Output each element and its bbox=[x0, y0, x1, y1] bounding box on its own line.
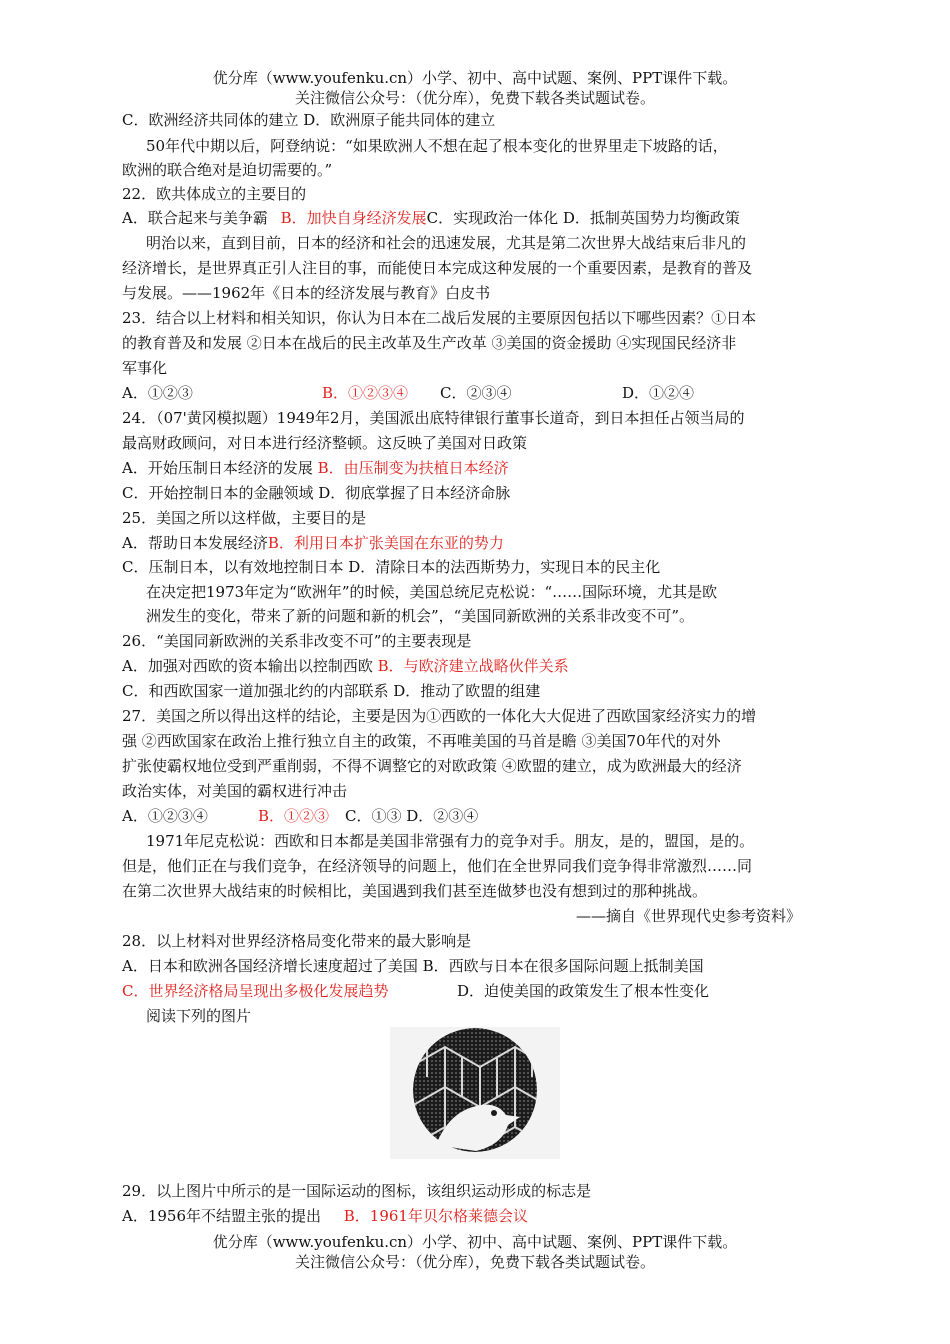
q27-option-cd: C．①③ D．②③④ bbox=[345, 807, 479, 825]
q26-option-a: A．加强对西欧的资本输出以控制西欧 bbox=[122, 657, 378, 675]
q27-stem-line-3: 扩张使霸权地位受到严重削弱，不得不调整它的对欧政策 ④欧盟的建立，成为欧洲最大的经济 bbox=[122, 757, 742, 775]
q23-option-a: A．①②③ bbox=[122, 384, 193, 402]
q24-stem-line-2: 最高财政顾问，对日本进行经济整顿。这反映了美国对日政策 bbox=[122, 434, 528, 452]
q27-stem-line-2: 强 ②西欧国家在政治上推行独立自主的政策，不再唯美国的马首是瞻 ③美国70年代的对外 bbox=[122, 732, 721, 750]
material-nixon1971-source: ——摘自《世界现代史参考资料》 bbox=[576, 907, 802, 925]
emblem-svg bbox=[390, 1027, 560, 1159]
q26-option-cd: C．和西欧国家一道加强北约的内部联系 D．推动了欧盟的组建 bbox=[122, 682, 541, 700]
q23-option-c: C．②③④ bbox=[440, 384, 512, 402]
footer-line-2: 关注微信公众号：（优分库），免费下载各类试题试卷。 bbox=[294, 1253, 655, 1271]
q29-option-b-answer: B．1961年贝尔格莱德会议 bbox=[343, 1207, 528, 1225]
q28-option-ab: A．日本和欧洲各国经济增长速度超过了美国 B．西欧与日本在很多国际问题上抵制美国 bbox=[122, 957, 704, 975]
q23-option-d: D．①②④ bbox=[622, 384, 695, 402]
material-nixon1971-line-3: 在第二次世界大战结束的时候相比，美国遇到我们甚至连做梦也没有想到过的那种挑战。 bbox=[122, 882, 708, 900]
read-figure-instruction: 阅读下列的图片 bbox=[146, 1007, 252, 1025]
q29-stem: 29．以上图片中所示的是一国际运动的图标，该组织运动形成的标志是 bbox=[122, 1182, 592, 1200]
q29-option-a: A．1956年不结盟主张的提出 bbox=[122, 1207, 326, 1225]
q27-stem-line-4: 政治实体，对美国的霸权进行冲击 bbox=[122, 782, 348, 800]
q25-options-ab bbox=[122, 533, 504, 553]
q23-option-b-answer: B．①②③④ bbox=[322, 384, 409, 402]
q28-option-c-answer: C．世界经济格局呈现出多极化发展趋势 bbox=[122, 982, 389, 1000]
footer-line-1: 优分库（www.youfenku.cn）小学、初中、高中试题、案例、PPT课件下载。 bbox=[212, 1233, 738, 1251]
non-aligned-movement-emblem bbox=[390, 1027, 560, 1159]
q22-option-a: A．联合起来与美争霸 bbox=[122, 209, 273, 227]
material-adenauer-line-1: 50年代中期以后，阿登纳说：“如果欧洲人不想在起了根本变化的世界里走下坡路的话， bbox=[146, 137, 728, 155]
q25-option-a: A．帮助日本发展经济 bbox=[122, 534, 268, 552]
q22-option-b-answer: B．加快自身经济发展 bbox=[280, 209, 427, 227]
q29-options bbox=[122, 1206, 528, 1226]
q28-stem: 28．以上材料对世界经济格局变化带来的最大影响是 bbox=[122, 932, 472, 950]
q22-options bbox=[122, 208, 740, 228]
material-nixon1971-line-2: 但是，他们正在与我们竞争，在经济领导的问题上，他们在全世界同我们竞争得非常激烈……同 bbox=[122, 857, 753, 875]
q27-option-a: A．①②③④ bbox=[122, 807, 208, 825]
q23-stem-line-1: 23．结合以上材料和相关知识，你认为日本在二战后发展的主要原因包括以下哪些因素？①日本 bbox=[122, 309, 757, 327]
material-japan-line-2: 经济增长，是世界真正引人注目的事，而能使日本完成这种发展的一个重要因素，是教育的普及 bbox=[122, 259, 753, 277]
q27-option-b-answer: B．①②③ bbox=[258, 807, 330, 825]
q24-option-a: A．开始压制日本经济的发展 bbox=[122, 459, 318, 477]
material-nixon1971-line-1: 1971年尼克松说：西欧和日本都是美国非常强有力的竞争对手。朋友，是的，盟国，是的。 bbox=[146, 832, 755, 850]
q25-option-cd: C．压制日本，以有效地控制日本 D．清除日本的法西斯势力，实现日本的民主化 bbox=[122, 558, 661, 576]
q27-stem-line-1: 27．美国之所以得出这样的结论，主要是因为①西欧的一体化大大促进了西欧国家经济实力的增 bbox=[122, 707, 757, 725]
header-line-2: 关注微信公众号：（优分库），免费下载各类试题试卷。 bbox=[294, 89, 655, 107]
q26-stem: 26．“美国同新欧洲的关系非改变不可”的主要表现是 bbox=[122, 632, 472, 650]
dove-eye bbox=[491, 1110, 497, 1116]
material-nixon1973-line-2: 洲发生的变化，带来了新的问题和新的机会”，“美国同新欧洲的关系非改变不可”。 bbox=[146, 607, 695, 625]
q28-option-d: D．迫使美国的政策发生了根本性变化 bbox=[457, 982, 710, 1000]
q26-options-ab bbox=[122, 656, 569, 676]
q24-stem-line-1: 24．（07'黄冈模拟题）1949年2月，美国派出底特律银行董事长道奇，到日本担任占领当局的 bbox=[122, 409, 745, 427]
material-adenauer-line-2: 欧洲的联合绝对是迫切需要的。” bbox=[122, 161, 333, 179]
header-line-1: 优分库（www.youfenku.cn）小学、初中、高中试题、案例、PPT课件下载。 bbox=[212, 69, 738, 87]
material-japan-line-3: 与发展。——1962年《日本的经济发展与教育》白皮书 bbox=[122, 284, 491, 302]
q24-option-b-answer: B．由压制变为扶植日本经济 bbox=[317, 459, 509, 477]
q25-stem: 25．美国之所以这样做，主要目的是 bbox=[122, 509, 367, 527]
q25-option-b-answer: B．利用日本扩张美国在东亚的势力 bbox=[267, 534, 504, 552]
q22-stem: 22．欧共体成立的主要目的 bbox=[122, 185, 307, 203]
q26-option-b-answer: B．与欧济建立战略伙伴关系 bbox=[377, 657, 569, 675]
q23-stem-line-2: 的教育普及和发展 ②日本在战后的民主改革及生产改革 ③美国的资金援助 ④实现国民经济非 bbox=[122, 334, 737, 352]
q23-stem-line-3: 军事化 bbox=[122, 359, 168, 377]
q24-option-cd: C．开始控制日本的金融领域 D．彻底掌握了日本经济命脉 bbox=[122, 484, 511, 502]
q24-options-ab bbox=[122, 458, 509, 478]
q22-option-cd: C．实现政治一体化 D．抵制英国势力均衡政策 bbox=[426, 209, 740, 227]
material-nixon1973-line-1: 在决定把1973年定为“欧洲年”的时候，美国总统尼克松说：“……国际环境，尤其是欧 bbox=[146, 583, 718, 601]
material-japan-line-1: 明治以来，直到目前，日本的经济和社会的迅速发展，尤其是第二次世界大战结束后非凡的 bbox=[146, 234, 747, 252]
q21-options-cd: C．欧洲经济共同体的建立 D．欧洲原子能共同体的建立 bbox=[122, 111, 496, 129]
